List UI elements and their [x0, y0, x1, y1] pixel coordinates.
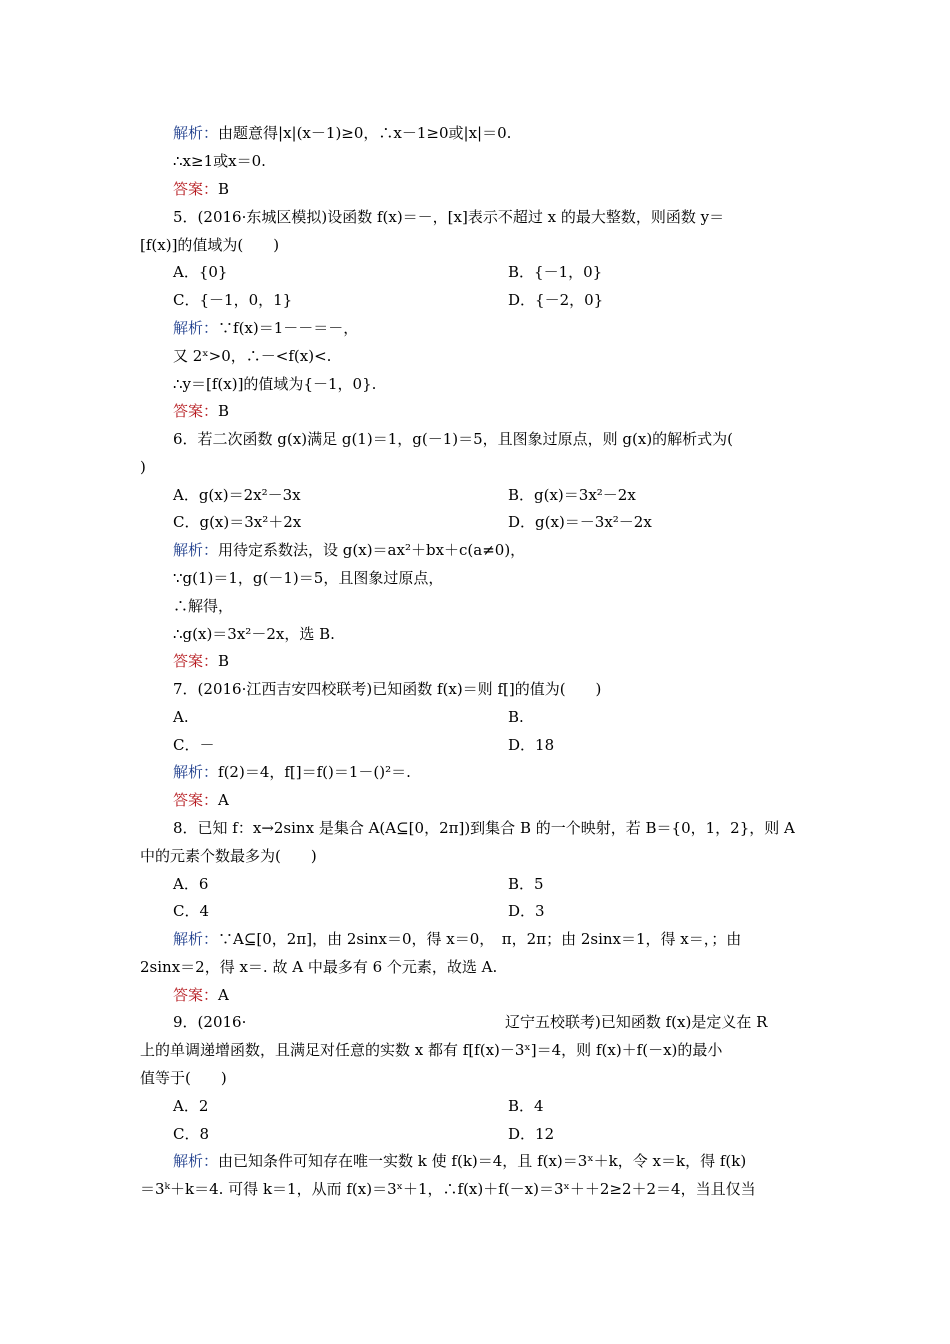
answer-value: A — [218, 986, 229, 1004]
q6-option-d: D．g(x)＝－3x²－2x — [508, 513, 652, 531]
q6-answer-line — [173, 651, 845, 671]
q5-answer-line — [173, 401, 845, 421]
answer-label: 答案： — [173, 402, 219, 420]
q5-stem-line-2: [f(x)]的值域为( ) — [140, 236, 280, 254]
q6-option-a: A．g(x)＝2x²－3x — [173, 486, 301, 504]
q5-option-b: B．{－1，0} — [508, 263, 603, 281]
analysis-text: ∵f(x)＝1－－＝－， — [218, 319, 359, 337]
analysis-text: 用待定系数法，设 g(x)＝ax²＋bx＋c(a≠0)， — [218, 541, 526, 559]
q8-analysis-line-2: 2sinx＝2，得 x＝. 故 A 中最多有 6 个元素，故选 A. — [140, 958, 498, 976]
q9-stem-line-2: 上的单调递增函数，且满足对任意的实数 x 都有 f[f(x)－3ˣ]＝4，则 f(x)＋f(－x)的最小 — [140, 1041, 723, 1059]
q9-stem-line-1-start: 9．(2016· — [173, 1013, 247, 1031]
q8-stem-line-1: 8．已知 f：x→2sinx 是集合 A(A⊆[0，2π])到集合 B 的一个映射，若 B＝{0，1，2}，则 A — [173, 819, 795, 837]
q8-option-c: C．4 — [173, 902, 210, 920]
q4-analysis-line-2: ∴x≥1或x＝0. — [173, 152, 266, 170]
analysis-text: 由题意得|x|(x－1)≥0，∴x－1≥0或|x|＝0. — [218, 124, 512, 142]
q9-stem-line-3: 值等于( ) — [140, 1069, 227, 1087]
q6-option-b: B．g(x)＝3x²－2x — [508, 486, 636, 504]
q9-option-d: D．12 — [508, 1125, 555, 1143]
answer-label: 答案： — [173, 791, 219, 809]
q5-analysis-line-2: 又 2ˣ>0，∴－<f(x)<. — [173, 347, 332, 365]
analysis-label: 解析： — [173, 763, 219, 781]
answer-label: 答案： — [173, 986, 219, 1004]
analysis-text: ∵A⊆[0，2π]，由 2sinx＝0，得 x＝0， π，2π；由 2sinx＝1，得 x＝，；由 — [218, 930, 742, 948]
answer-value: B — [218, 402, 230, 420]
q8-stem-line-2: 中的元素个数最多为( ) — [140, 847, 317, 865]
q5-analysis-line-1 — [173, 318, 845, 338]
q8-analysis-line-1 — [173, 929, 845, 949]
q6-stem-line-1: 6．若二次函数 g(x)满足 g(1)＝1，g(－1)＝5，且图象过原点，则 g(x)的解析式为( — [173, 430, 734, 448]
q6-analysis-line-3: ∴解得， — [173, 597, 234, 615]
q7-analysis-line-1 — [173, 762, 845, 782]
q9-option-c: C．8 — [173, 1125, 210, 1143]
q4-answer-line — [173, 179, 845, 199]
q9-stem-line-1-end: 辽宁五校联考)已知函数 f(x)是定义在 R — [505, 1013, 768, 1031]
q6-analysis-line-1 — [173, 540, 845, 560]
q5-option-d: D．{－2，0} — [508, 291, 604, 309]
q9-option-b: B．4 — [508, 1097, 544, 1115]
q7-option-c: C．－ — [173, 736, 215, 754]
q5-option-c: C．{－1，0，1} — [173, 291, 293, 309]
q8-option-d: D．3 — [508, 902, 545, 920]
answer-value: A — [218, 791, 229, 809]
analysis-text: f(2)＝4，f[]＝f()＝1－()²＝. — [218, 763, 411, 781]
analysis-label: 解析： — [173, 930, 219, 948]
q5-analysis-line-3: ∴y＝[f(x)]的值域为{－1，0}. — [173, 375, 377, 393]
analysis-text: 由已知条件可知存在唯一实数 k 使 f(k)＝4，且 f(x)＝3ˣ＋k，令 x＝k，得 f(k) — [218, 1152, 747, 1170]
q8-option-b: B．5 — [508, 875, 544, 893]
q7-stem-line-1: 7．(2016·江西吉安四校联考)已知函数 f(x)＝则 f[]的值为( ) — [173, 680, 602, 698]
q9-analysis-line-2: ＝3ᵏ＋k＝4. 可得 k＝1，从而 f(x)＝3ˣ＋1，∴f(x)＋f(－x)＝3ˣ＋＋2≥2＋2＝4，当且仅当 — [140, 1180, 756, 1198]
q6-analysis-line-4: ∴g(x)＝3x²－2x，选 B. — [173, 625, 335, 643]
q7-option-a: A. — [173, 708, 189, 726]
q6-option-c: C．g(x)＝3x²＋2x — [173, 513, 302, 531]
analysis-label: 解析： — [173, 541, 219, 559]
answer-value: B — [218, 652, 230, 670]
q8-option-a: A．6 — [173, 875, 209, 893]
analysis-label: 解析： — [173, 1152, 219, 1170]
q7-option-b: B. — [508, 708, 524, 726]
q9-option-a: A．2 — [173, 1097, 209, 1115]
analysis-label: 解析： — [173, 319, 219, 337]
q6-analysis-line-2: ∵g(1)＝1，g(－1)＝5，且图象过原点， — [173, 569, 444, 587]
q5-stem-line-1: 5．(2016·东城区模拟)设函数 f(x)＝－，[x]表示不超过 x 的最大整数，则函数 y＝ — [173, 208, 725, 226]
analysis-label: 解析： — [173, 124, 219, 142]
answer-label: 答案： — [173, 180, 219, 198]
q7-option-d: D．18 — [508, 736, 555, 754]
q7-answer-line — [173, 790, 845, 810]
q5-option-a: A．{0} — [173, 263, 228, 281]
answer-value: B — [218, 180, 230, 198]
q8-answer-line — [173, 985, 845, 1005]
q9-analysis-line-1 — [173, 1151, 845, 1171]
q4-analysis-line-1 — [173, 123, 845, 143]
answer-label: 答案： — [173, 652, 219, 670]
q6-stem-line-2: ) — [140, 458, 146, 476]
